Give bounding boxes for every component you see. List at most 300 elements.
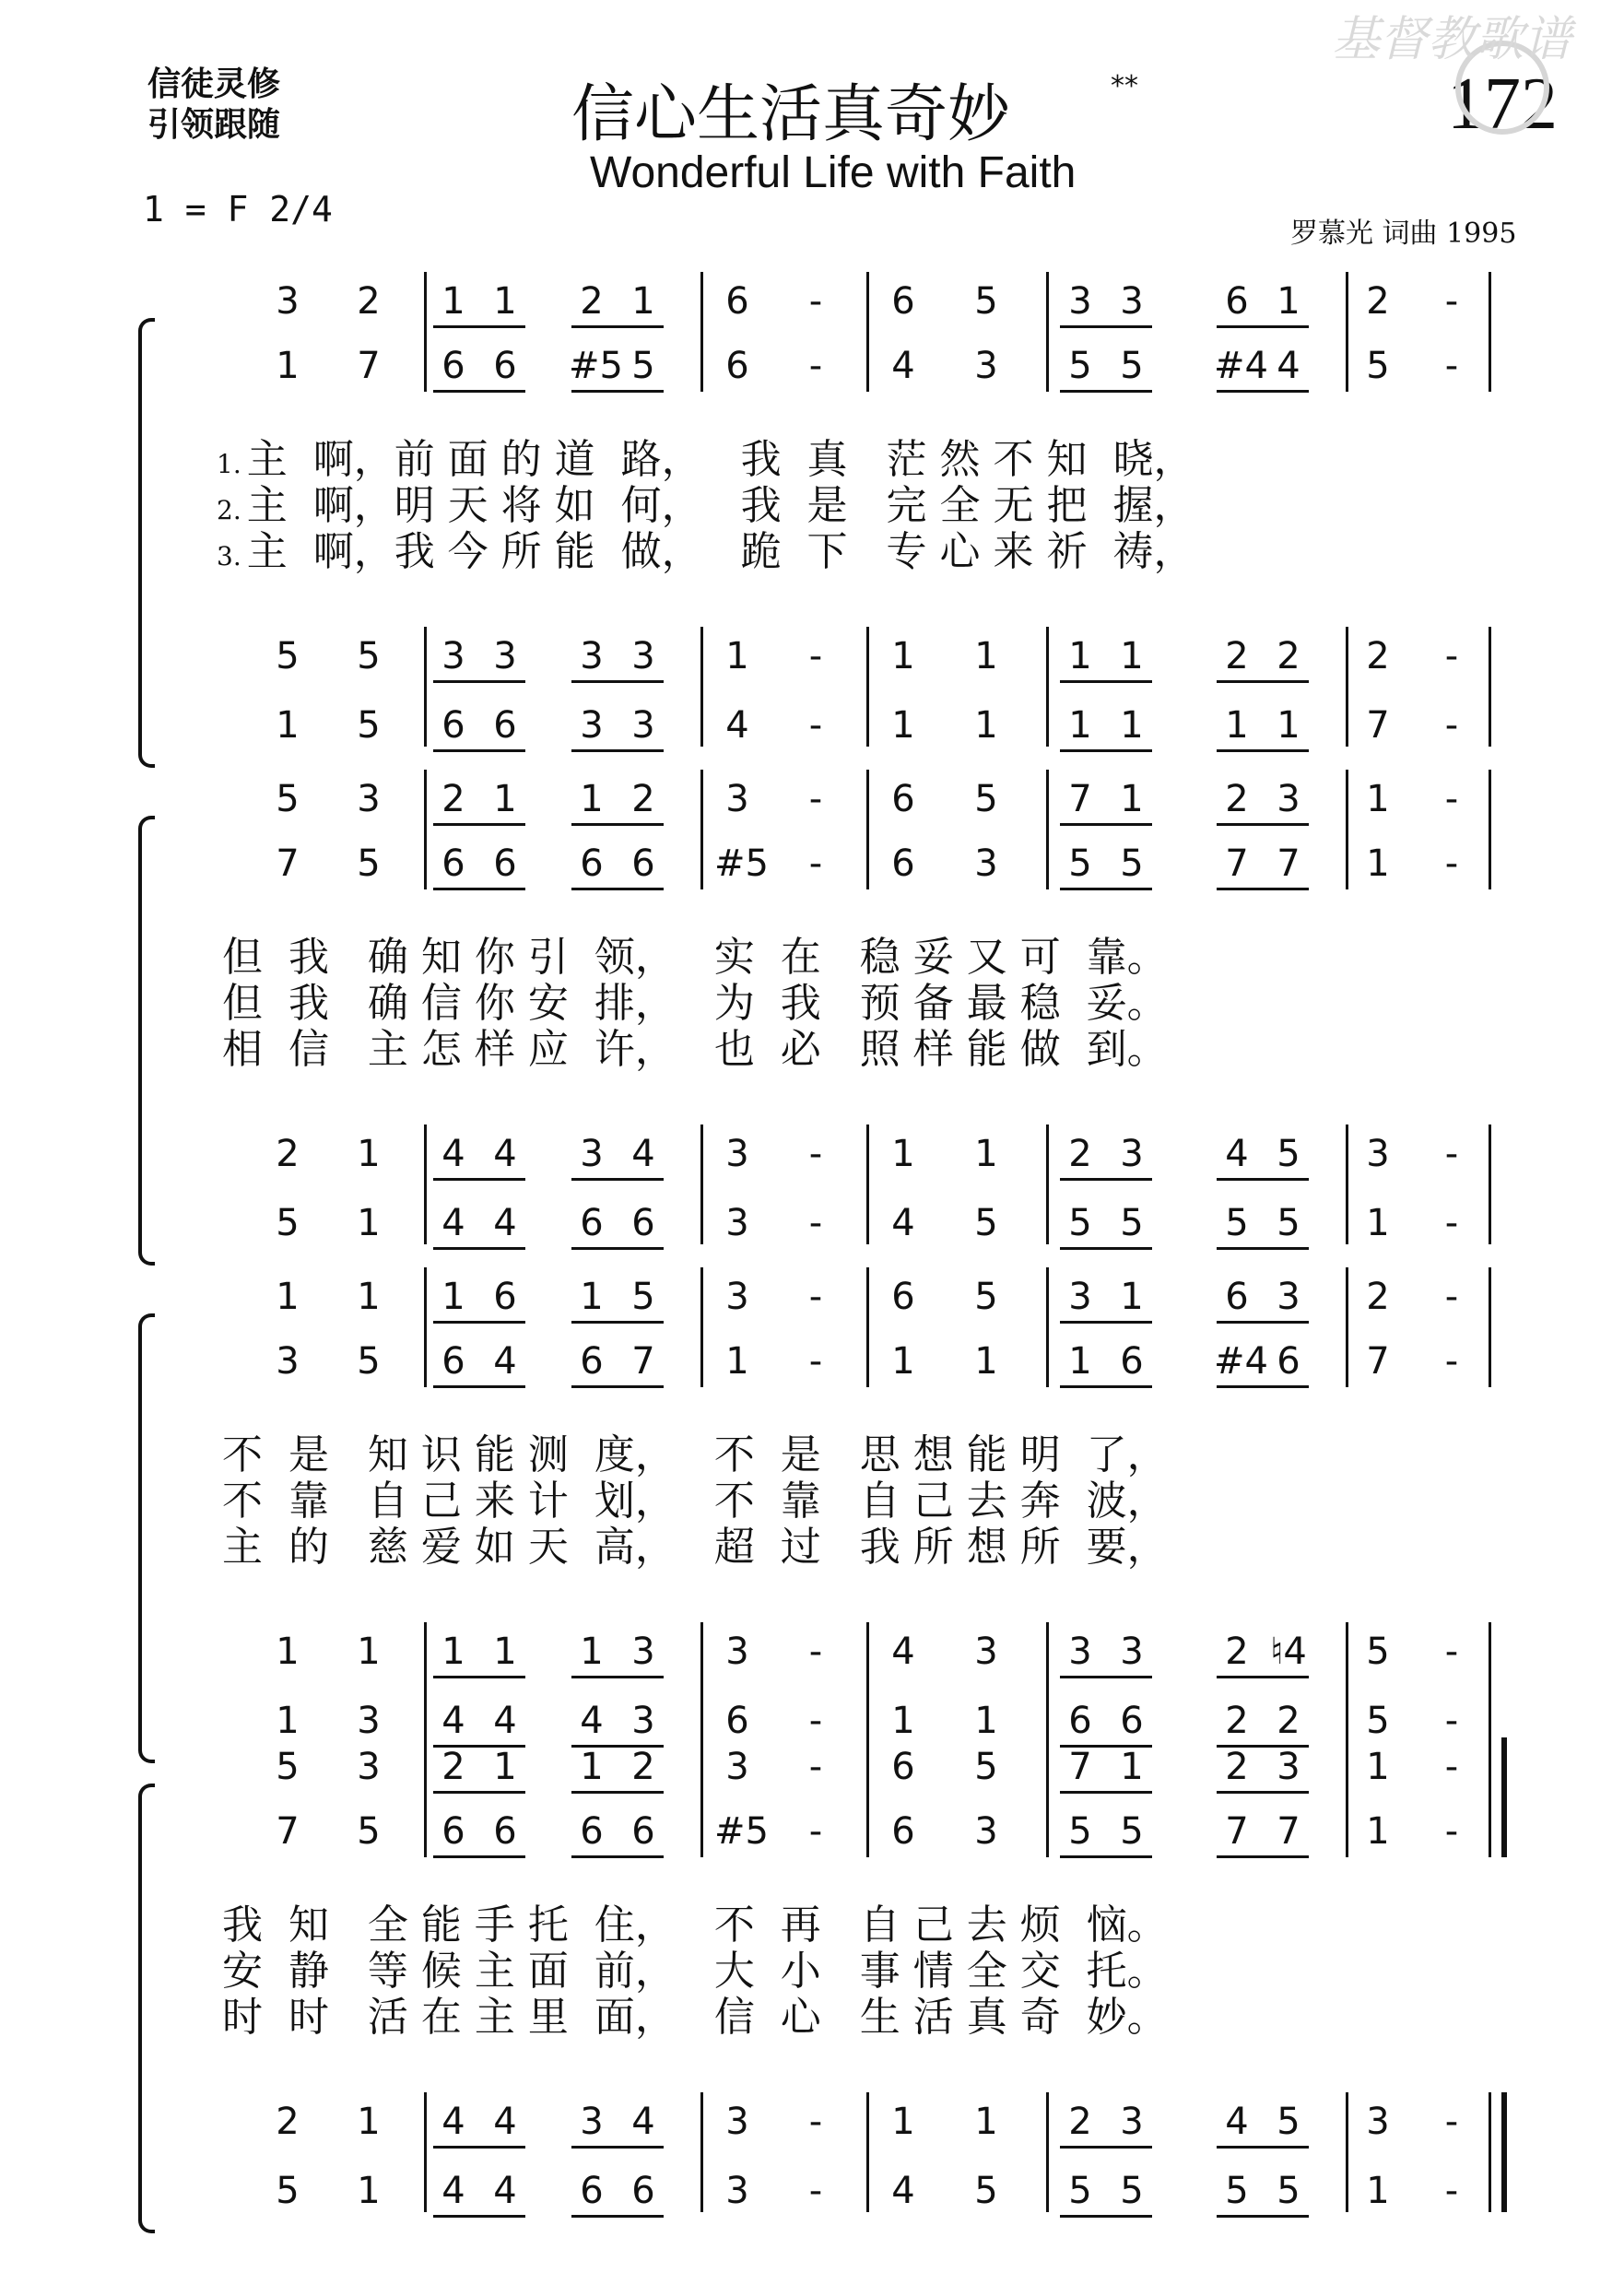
eighth-beam	[433, 2215, 525, 2218]
note: 4	[493, 1700, 517, 1742]
note: 3	[1120, 280, 1144, 323]
eighth-beam	[1217, 1247, 1309, 1250]
note: 6	[580, 842, 604, 885]
note: 1	[1120, 635, 1144, 677]
note: 3	[631, 704, 655, 747]
note: 3	[580, 704, 604, 747]
eighth-beam	[1217, 1178, 1309, 1181]
eighth-beam	[1217, 1676, 1309, 1678]
note: 5	[1225, 2170, 1249, 2212]
bar-line	[424, 1267, 427, 1387]
note: 5	[1277, 2170, 1300, 2212]
note: 6	[725, 280, 749, 323]
bar-line	[700, 1737, 703, 1857]
note: 4	[493, 1202, 517, 1244]
note: 6	[1225, 280, 1249, 323]
eighth-beam	[1060, 1676, 1152, 1678]
note: 1	[1277, 280, 1300, 323]
note: 1	[974, 635, 998, 677]
note: -	[808, 1746, 823, 1788]
note: -	[1444, 842, 1459, 885]
note: 2	[1366, 280, 1390, 323]
note: 3	[1366, 1133, 1390, 1175]
note: #5	[569, 345, 623, 387]
note: 2	[1225, 1746, 1249, 1788]
eighth-beam	[433, 1321, 525, 1324]
note: 5	[1225, 1202, 1249, 1244]
eighth-beam	[433, 1791, 525, 1794]
note: -	[1444, 1340, 1459, 1383]
lyric-line	[217, 530, 1194, 579]
eighth-beam	[571, 680, 664, 683]
eighth-beam	[1217, 325, 1309, 328]
bar-line	[1489, 1267, 1491, 1387]
note: 2	[357, 280, 381, 323]
note: 2	[1277, 1700, 1300, 1742]
note: 3	[974, 1810, 998, 1853]
note: 3	[1277, 778, 1300, 820]
note: 6	[493, 842, 517, 885]
note: 5	[1120, 2170, 1144, 2212]
lyric-line	[217, 1028, 1168, 1077]
eighth-beam	[571, 888, 664, 890]
note: 4	[441, 1202, 465, 1244]
note: 1	[974, 704, 998, 747]
note: 3	[493, 635, 517, 677]
note: 2	[276, 2101, 300, 2143]
note: 6	[580, 2170, 604, 2212]
system-brace	[138, 318, 155, 768]
note: 6	[441, 1810, 465, 1853]
note: 5	[1068, 2170, 1092, 2212]
note: 2	[441, 778, 465, 820]
category-line-1: 信徒灵修	[147, 65, 281, 103]
note: 5	[276, 778, 300, 820]
note: 3	[276, 280, 300, 323]
note: -	[808, 704, 823, 747]
note: 4	[441, 1700, 465, 1742]
eighth-beam	[571, 1385, 664, 1388]
note: 2	[1366, 1276, 1390, 1318]
note: 3	[725, 778, 749, 820]
bar-line	[866, 1622, 869, 1742]
eighth-beam	[1060, 1791, 1152, 1794]
note: 1	[1277, 704, 1300, 747]
note: 6	[580, 1810, 604, 1853]
bar-line	[866, 2092, 869, 2212]
note: 3	[357, 1746, 381, 1788]
final-bar-line	[1501, 2092, 1507, 2212]
bar-line	[1046, 627, 1049, 747]
note: -	[1444, 1746, 1459, 1788]
lyric-text: 主 啊，明 天 将 如 何， 我 是 完 全 无 把 握，	[246, 482, 1194, 529]
note: 4	[493, 2170, 517, 2212]
bar-line	[424, 627, 427, 747]
note: 3	[1277, 1276, 1300, 1318]
eighth-beam	[1060, 749, 1152, 752]
watermark-text: 基督教歌谱	[1332, 12, 1572, 67]
note: 1	[580, 1631, 604, 1673]
note: 6	[891, 1746, 915, 1788]
note: 2	[1068, 1133, 1092, 1175]
author-credit: 罗慕光 词曲 1995	[1290, 218, 1517, 250]
note: 3	[631, 1631, 655, 1673]
note: 1	[276, 1276, 300, 1318]
note: 6	[631, 1202, 655, 1244]
eighth-beam	[1217, 823, 1309, 826]
bar-line	[700, 627, 703, 747]
note: 2	[1225, 1631, 1249, 1673]
eighth-beam	[571, 1855, 664, 1858]
note: 1	[1120, 1746, 1144, 1788]
note: 1	[357, 1133, 381, 1175]
note: #5	[714, 1810, 769, 1853]
note: 1	[725, 635, 749, 677]
hymn-subtitle: Wonderful Life with Faith	[590, 148, 1077, 197]
note: 1	[1366, 842, 1390, 885]
eighth-beam	[571, 325, 664, 328]
note: 1	[441, 280, 465, 323]
bar-line	[866, 627, 869, 747]
note: -	[1444, 1202, 1459, 1244]
eighth-beam	[1217, 1321, 1309, 1324]
note: 3	[580, 1133, 604, 1175]
note: -	[1444, 1631, 1459, 1673]
note: 3	[974, 345, 998, 387]
bar-line	[1489, 770, 1491, 889]
verse-number: 3.	[217, 541, 241, 571]
note: 5	[276, 635, 300, 677]
note: 1	[357, 1276, 381, 1318]
note: 7	[357, 345, 381, 387]
eighth-beam	[571, 1247, 664, 1250]
eighth-beam	[433, 888, 525, 890]
note: -	[808, 280, 823, 323]
eighth-beam	[1217, 2215, 1309, 2218]
note: 3	[725, 2170, 749, 2212]
hymn-title: 信心生活真奇妙	[571, 78, 1011, 151]
bar-line	[1489, 1622, 1491, 1742]
note: 4	[441, 2101, 465, 2143]
note: 1	[891, 635, 915, 677]
note: 1	[441, 1631, 465, 1673]
eighth-beam	[433, 1385, 525, 1388]
bar-line	[1489, 1124, 1491, 1244]
note: 3	[631, 635, 655, 677]
note: -	[808, 2101, 823, 2143]
note: -	[808, 1133, 823, 1175]
eighth-beam	[433, 749, 525, 752]
note: 1	[276, 345, 300, 387]
note: 5	[631, 1276, 655, 1318]
note: 6	[631, 842, 655, 885]
eighth-beam	[1217, 1385, 1309, 1388]
note: 5	[1068, 842, 1092, 885]
note: 5	[276, 1202, 300, 1244]
note: -	[808, 1700, 823, 1742]
note: 7	[1277, 1810, 1300, 1853]
eighth-beam	[571, 2146, 664, 2149]
note: 2	[1225, 778, 1249, 820]
lyric-line	[217, 438, 1194, 487]
note: -	[808, 778, 823, 820]
note: 1	[357, 1202, 381, 1244]
eighth-beam	[433, 1178, 525, 1181]
bar-line	[1346, 1737, 1348, 1857]
bar-line	[866, 1737, 869, 1857]
note: 2	[1225, 1700, 1249, 1742]
note: -	[808, 635, 823, 677]
note: 1	[1366, 1810, 1390, 1853]
note: 5	[276, 2170, 300, 2212]
eighth-beam	[433, 390, 525, 393]
bar-line	[1046, 770, 1049, 889]
note: -	[1444, 704, 1459, 747]
note: 7	[276, 842, 300, 885]
bar-line	[1046, 1267, 1049, 1387]
note: 5	[357, 1340, 381, 1383]
note: 6	[725, 345, 749, 387]
eighth-beam	[1217, 2146, 1309, 2149]
bar-line	[1346, 1267, 1348, 1387]
lyric-text: 主 啊，前 面 的 道 路， 我 真 茫 然 不 知 晓，	[246, 436, 1194, 483]
key-signature: 1 = F 2/4	[143, 189, 333, 230]
eighth-beam	[1217, 390, 1309, 393]
note: 5	[631, 345, 655, 387]
note: -	[808, 1810, 823, 1853]
note: -	[808, 1631, 823, 1673]
lyric-line	[217, 484, 1194, 533]
eighth-beam	[571, 749, 664, 752]
lyric-text: 但 我 确 信 你 安 排， 为 我 预 备 最 稳 妥。	[222, 980, 1168, 1027]
note: 1	[357, 1631, 381, 1673]
note: 1	[276, 1700, 300, 1742]
eighth-beam	[433, 2146, 525, 2149]
note: -	[808, 2170, 823, 2212]
bar-line	[1346, 627, 1348, 747]
note: -	[1444, 1133, 1459, 1175]
note: 5	[357, 635, 381, 677]
note: 1	[1366, 1746, 1390, 1788]
note: 6	[441, 842, 465, 885]
note: 3	[1120, 1631, 1144, 1673]
lyric-text: 时 时 活 在 主 里 面， 信 心 生 活 真 奇 妙。	[222, 1994, 1168, 2041]
eighth-beam	[1060, 2215, 1152, 2218]
final-bar-line	[1501, 1737, 1507, 1857]
lyric-text: 不 是 知 识 能 测 度， 不 是 思 想 能 明 了，	[222, 1431, 1168, 1478]
note: 3	[725, 1631, 749, 1673]
note: 3	[357, 1700, 381, 1742]
note: -	[1444, 2101, 1459, 2143]
lyric-text: 但 我 确 知 你 引 领， 实 在 稳 妥 又 可 靠。	[222, 934, 1168, 981]
note: 5	[1277, 2101, 1300, 2143]
note: 6	[493, 1276, 517, 1318]
eighth-beam	[1217, 1855, 1309, 1858]
lyric-line	[217, 936, 1168, 984]
note: 3	[357, 778, 381, 820]
note: 1	[493, 280, 517, 323]
note: 3	[276, 1340, 300, 1383]
lyric-line	[217, 1479, 1168, 1528]
bar-line	[1046, 1737, 1049, 1857]
eighth-beam	[1060, 823, 1152, 826]
note: 5	[1068, 1810, 1092, 1853]
note: 1	[974, 2101, 998, 2143]
eighth-beam	[1060, 325, 1152, 328]
note: 5	[1277, 1202, 1300, 1244]
note: 1	[974, 1340, 998, 1383]
note: 4	[493, 1340, 517, 1383]
bar-line	[866, 770, 869, 889]
note: 1	[1225, 704, 1249, 747]
note: 6	[1068, 1700, 1092, 1742]
note: 2	[580, 280, 604, 323]
note: 4	[1277, 345, 1300, 387]
note: 3	[725, 1276, 749, 1318]
note: 6	[891, 1276, 915, 1318]
lyric-text: 我 知 全 能 手 托 住， 不 再 自 己 去 烦 恼。	[222, 1902, 1168, 1949]
title-marker: **	[1111, 70, 1138, 102]
lyric-text: 安 静 等 候 主 面 前， 大 小 事 情 全 交 托。	[222, 1948, 1168, 1995]
bar-line	[424, 1124, 427, 1244]
note: 5	[357, 1810, 381, 1853]
eighth-beam	[1217, 888, 1309, 890]
note: 5	[1068, 345, 1092, 387]
note: 1	[441, 1276, 465, 1318]
note: 2	[631, 1746, 655, 1788]
note: 5	[357, 704, 381, 747]
bar-line	[1046, 2092, 1049, 2212]
note: 1	[1120, 704, 1144, 747]
bar-line	[424, 1622, 427, 1742]
note: 7	[1225, 1810, 1249, 1853]
lyric-line	[217, 1996, 1168, 2044]
category-line-2: 引领跟随	[147, 106, 281, 144]
note: 6	[1120, 1700, 1144, 1742]
note: 4	[891, 1631, 915, 1673]
note: 5	[276, 1746, 300, 1788]
eighth-beam	[433, 1855, 525, 1858]
note: 6	[891, 842, 915, 885]
note: 2	[1068, 2101, 1092, 2143]
note: 2	[631, 778, 655, 820]
note: 6	[891, 778, 915, 820]
note: 5	[1120, 842, 1144, 885]
eighth-beam	[1060, 1178, 1152, 1181]
note: 1	[891, 2101, 915, 2143]
note: 5	[974, 778, 998, 820]
note: 3	[1068, 1631, 1092, 1673]
note: 5	[974, 1746, 998, 1788]
note: 5	[1068, 1202, 1092, 1244]
note: 3	[1120, 1133, 1144, 1175]
lyric-text: 主 啊，我 今 所 能 做， 跪 下 专 心 来 祈 祷，	[246, 528, 1194, 575]
note: 5	[974, 1276, 998, 1318]
note: 4	[1225, 2101, 1249, 2143]
bar-line	[1489, 272, 1491, 392]
eighth-beam	[1060, 1321, 1152, 1324]
note: 5	[357, 842, 381, 885]
bar-line	[866, 272, 869, 392]
note: 7	[1225, 842, 1249, 885]
note: -	[1444, 635, 1459, 677]
note: #4	[1214, 345, 1268, 387]
note: 3	[974, 1631, 998, 1673]
note: 5	[974, 280, 998, 323]
eighth-beam	[433, 1676, 525, 1678]
eighth-beam	[571, 1321, 664, 1324]
note: 1	[580, 1276, 604, 1318]
note: 5	[1366, 1700, 1390, 1742]
eighth-beam	[1217, 680, 1309, 683]
note: 1	[580, 1746, 604, 1788]
system-brace	[138, 1784, 155, 2233]
note: -	[1444, 280, 1459, 323]
note: 7	[1366, 1340, 1390, 1383]
lyric-line	[217, 982, 1168, 1030]
note: 3	[725, 1746, 749, 1788]
bar-line	[1489, 1737, 1491, 1857]
note: 7	[276, 1810, 300, 1853]
lyric-line	[217, 1949, 1168, 1998]
note: 1	[1366, 2170, 1390, 2212]
note: 4	[493, 2101, 517, 2143]
system-brace	[138, 816, 155, 1266]
note: 3	[580, 635, 604, 677]
note: -	[1444, 345, 1459, 387]
eighth-beam	[571, 1791, 664, 1794]
note: 4	[631, 1133, 655, 1175]
eighth-beam	[1060, 1385, 1152, 1388]
note: 4	[441, 2170, 465, 2212]
note: 5	[1366, 345, 1390, 387]
eighth-beam	[571, 1676, 664, 1678]
bar-line	[1346, 770, 1348, 889]
note: 1	[580, 778, 604, 820]
eighth-beam	[433, 680, 525, 683]
note: 4	[891, 1202, 915, 1244]
note: 3	[441, 635, 465, 677]
note: 7	[1366, 704, 1390, 747]
system-brace	[138, 1313, 155, 1763]
note: #5	[714, 842, 769, 885]
note: 3	[631, 1700, 655, 1742]
bar-line	[700, 770, 703, 889]
eighth-beam	[571, 1178, 664, 1181]
note: 1	[974, 1133, 998, 1175]
bar-line	[700, 1124, 703, 1244]
bar-line	[1346, 2092, 1348, 2212]
note: 1	[1366, 778, 1390, 820]
note: 4	[725, 704, 749, 747]
bar-line	[424, 770, 427, 889]
bar-line	[1346, 272, 1348, 392]
hymn-number: 172	[1447, 64, 1558, 145]
note: 7	[1068, 778, 1092, 820]
note: 6	[580, 1340, 604, 1383]
note: -	[808, 1202, 823, 1244]
note: 1	[1068, 1340, 1092, 1383]
bar-line	[424, 1737, 427, 1857]
note: 6	[891, 280, 915, 323]
verse-number: 1.	[217, 449, 241, 479]
note: 6	[1225, 1276, 1249, 1318]
note: -	[808, 1340, 823, 1383]
bar-line	[1046, 272, 1049, 392]
note: 3	[580, 2101, 604, 2143]
lyric-text: 不 靠 自 己 来 计 划， 不 靠 自 己 去 奔 波，	[222, 1478, 1168, 1525]
note: 4	[493, 1133, 517, 1175]
